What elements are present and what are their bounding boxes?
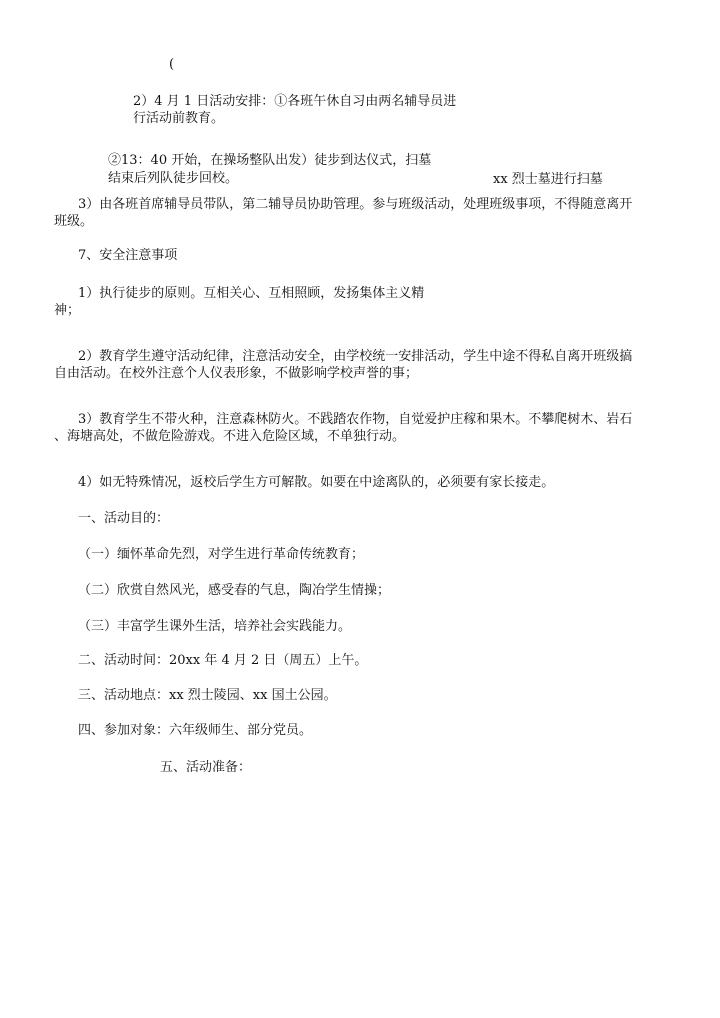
- heading-participants: 四、参加对象：六年级师生、部分党员。: [78, 723, 313, 738]
- open-paren: (: [169, 57, 175, 72]
- heading-preparation: 五、活动准备：: [160, 760, 252, 775]
- safety-item-4: 4）如无特殊情况，返校后学生方可解散。如要在中途离队的，必须要有家长接走。: [78, 475, 555, 490]
- safety-item-2-line1: 2）教育学生遵守活动纪律，注意活动安全，由学校统一安排活动，学生中途不得私自离开班级搞: [78, 349, 633, 364]
- purpose-item-1: （一）缅怀革命先烈，对学生进行革命传统教育；: [78, 547, 365, 562]
- schedule-step-2-line1: ②13：40 开始，在操场整队出发）徒步到达仪式，扫墓: [108, 153, 432, 168]
- safety-item-2-line2: 自由活动。在校外注意个人仪表形象，不做影响学校声誉的事；: [54, 366, 419, 381]
- schedule-item-3-line2: 班级。: [54, 214, 94, 229]
- safety-item-1-line1: 1）执行徒步的原则。互相关心、互相照顾，发扬集体主义精: [78, 286, 425, 301]
- section-7-heading: 7、安全注意事项: [78, 248, 178, 263]
- schedule-step-2-line2: 结束后列队徒步回校。: [108, 171, 239, 186]
- heading-purpose: 一、活动目的：: [78, 511, 170, 526]
- schedule-item-2-line2: 行活动前教育。: [133, 111, 225, 126]
- schedule-item-2-line1: 2）4 月 1 日活动安排：①各班午休自习由两名辅导员进: [133, 94, 457, 109]
- safety-item-3-line2: 、海塘高处，不做危险游戏。不进入危险区域，不单独行动。: [54, 429, 406, 444]
- heading-location: 三、活动地点：xx 烈士陵园、xx 国土公园。: [78, 688, 337, 703]
- schedule-step-2-right: xx 烈士墓进行扫墓: [493, 172, 603, 187]
- heading-time: 二、活动时间：20xx 年 4 月 2 日（周五）上午。: [78, 653, 368, 668]
- purpose-item-3: （三）丰富学生课外生活，培养社会实践能力。: [78, 619, 352, 634]
- safety-item-1-line2: 神；: [54, 303, 81, 318]
- purpose-item-2: （二）欣赏自然风光，感受春的气息，陶冶学生情操；: [78, 583, 391, 598]
- safety-item-3-line1: 3）教育学生不带火种，注意森林防火。不践踏农作物，自觉爱护庄稼和果木。不攀爬树木、岩石: [78, 412, 633, 427]
- schedule-item-3-line1: 3）由各班首席辅导员带队，第二辅导员协助管理。参与班级活动，处理班级事项，不得随意离开: [78, 197, 633, 212]
